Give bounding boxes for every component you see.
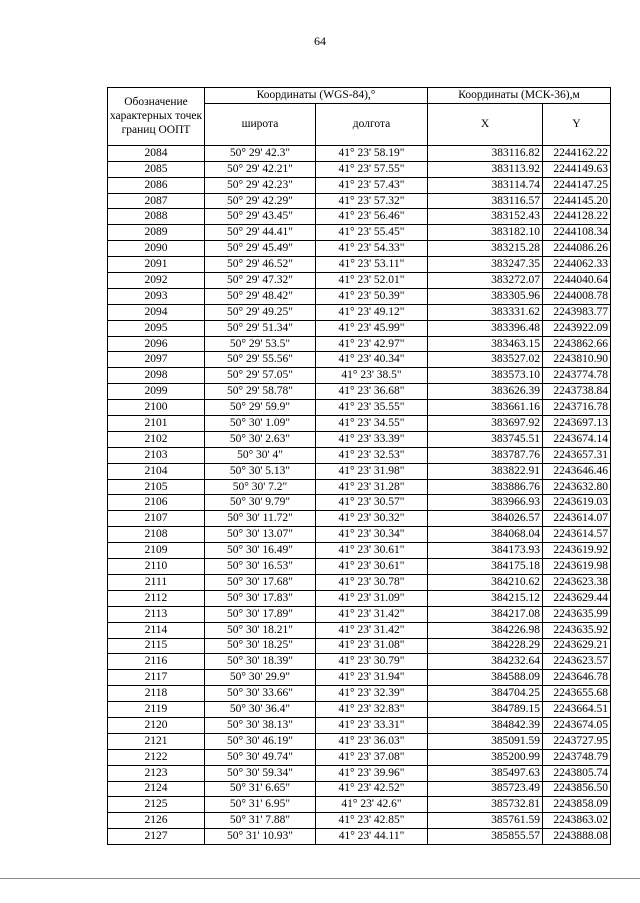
cell-longitude: 41° 23' 30.78" (316, 574, 428, 590)
header-longitude: долгота (316, 103, 428, 145)
cell-y: 2243727.95 (543, 733, 611, 749)
cell-latitude: 50° 30' 2.63" (205, 431, 316, 447)
table-row (108, 670, 611, 686)
cell-x: 384068.04 (428, 527, 543, 543)
cell-longitude: 41° 23' 31.42" (316, 606, 428, 622)
table-row (108, 257, 611, 273)
cell-y: 2243863.02 (543, 813, 611, 829)
cell-y: 2243623.57 (543, 654, 611, 670)
cell-y: 2244145.20 (543, 193, 611, 209)
cell-x: 383116.57 (428, 193, 543, 209)
cell-longitude: 41° 23' 30.57" (316, 495, 428, 511)
table-row (108, 209, 611, 225)
cell-longitude: 41° 23' 30.34" (316, 527, 428, 543)
cell-point-id: 2096 (108, 336, 205, 352)
cell-x: 383331.62 (428, 304, 543, 320)
cell-latitude: 50° 29' 47.32" (205, 273, 316, 289)
cell-x: 385732.81 (428, 797, 543, 813)
table-row (108, 511, 611, 527)
table-row (108, 829, 611, 845)
cell-point-id: 2120 (108, 717, 205, 733)
cell-longitude: 41° 23' 32.39" (316, 686, 428, 702)
cell-point-id: 2127 (108, 829, 205, 845)
table-row (108, 654, 611, 670)
cell-x: 385723.49 (428, 781, 543, 797)
cell-latitude: 50° 30' 5.13" (205, 463, 316, 479)
cell-longitude: 41° 23' 57.32" (316, 193, 428, 209)
header-row-group (108, 88, 611, 104)
cell-x: 384217.08 (428, 606, 543, 622)
cell-x: 384026.57 (428, 511, 543, 527)
table-row (108, 717, 611, 733)
cell-y: 2243629.21 (543, 638, 611, 654)
cell-x: 383247.35 (428, 257, 543, 273)
cell-longitude: 41° 23' 56.46" (316, 209, 428, 225)
cell-latitude: 50° 30' 13.07" (205, 527, 316, 543)
cell-latitude: 50° 31' 6.65" (205, 781, 316, 797)
cell-x: 383886.76 (428, 479, 543, 495)
table-row (108, 241, 611, 257)
header-wgs84: Координаты (WGS-84),° (205, 88, 428, 104)
cell-longitude: 41° 23' 30.61" (316, 559, 428, 575)
cell-longitude: 41° 23' 36.68" (316, 384, 428, 400)
table-row (108, 527, 611, 543)
table-row (108, 177, 611, 193)
cell-x: 383661.16 (428, 400, 543, 416)
cell-x: 383305.96 (428, 288, 543, 304)
header-point-id: Обозначение характерных точек границ ООПТ (108, 88, 205, 146)
cell-point-id: 2119 (108, 702, 205, 718)
cell-x: 384228.29 (428, 638, 543, 654)
cell-latitude: 50° 31' 6.95" (205, 797, 316, 813)
cell-x: 385855.57 (428, 829, 543, 845)
cell-y: 2243664.51 (543, 702, 611, 718)
cell-y: 2243983.77 (543, 304, 611, 320)
cell-longitude: 41° 23' 44.11" (316, 829, 428, 845)
cell-y: 2244062.33 (543, 257, 611, 273)
cell-y: 2243697.13 (543, 416, 611, 432)
cell-longitude: 41° 23' 54.33" (316, 241, 428, 257)
cell-point-id: 2102 (108, 431, 205, 447)
cell-point-id: 2116 (108, 654, 205, 670)
table-row (108, 447, 611, 463)
cell-x: 384588.09 (428, 670, 543, 686)
table-row (108, 463, 611, 479)
cell-point-id: 2110 (108, 559, 205, 575)
cell-longitude: 41° 23' 42.97" (316, 336, 428, 352)
header-y: Y (543, 103, 611, 145)
cell-longitude: 41° 23' 45.99" (316, 320, 428, 336)
cell-point-id: 2122 (108, 749, 205, 765)
cell-longitude: 41° 23' 55.45" (316, 225, 428, 241)
table-row (108, 145, 611, 161)
cell-point-id: 2103 (108, 447, 205, 463)
cell-point-id: 2100 (108, 400, 205, 416)
cell-y: 2243646.46 (543, 463, 611, 479)
cell-x: 383114.74 (428, 177, 543, 193)
cell-x: 384842.39 (428, 717, 543, 733)
cell-x: 383113.92 (428, 161, 543, 177)
cell-y: 2243810.90 (543, 352, 611, 368)
cell-point-id: 2099 (108, 384, 205, 400)
cell-y: 2243856.50 (543, 781, 611, 797)
cell-point-id: 2115 (108, 638, 205, 654)
cell-latitude: 50° 29' 42.21" (205, 161, 316, 177)
cell-x: 383745.51 (428, 431, 543, 447)
cell-point-id: 2088 (108, 209, 205, 225)
cell-y: 2243858.09 (543, 797, 611, 813)
header-msk36: Координаты (МСК-36),м (428, 88, 611, 104)
cell-y: 2244040.64 (543, 273, 611, 289)
cell-point-id: 2090 (108, 241, 205, 257)
cell-y: 2243635.92 (543, 622, 611, 638)
cell-longitude: 41° 23' 31.42" (316, 622, 428, 638)
cell-x: 384226.98 (428, 622, 543, 638)
cell-y: 2243888.08 (543, 829, 611, 845)
cell-latitude: 50° 29' 42.23" (205, 177, 316, 193)
cell-y: 2244128.22 (543, 209, 611, 225)
cell-y: 2244149.63 (543, 161, 611, 177)
cell-x: 383787.76 (428, 447, 543, 463)
table-row (108, 765, 611, 781)
cell-y: 2243646.78 (543, 670, 611, 686)
cell-point-id: 2121 (108, 733, 205, 749)
cell-latitude: 50° 30' 4" (205, 447, 316, 463)
cell-latitude: 50° 31' 10.93" (205, 829, 316, 845)
cell-y: 2243674.14 (543, 431, 611, 447)
cell-point-id: 2125 (108, 797, 205, 813)
cell-x: 383573.10 (428, 368, 543, 384)
cell-y: 2243629.44 (543, 590, 611, 606)
cell-point-id: 2089 (108, 225, 205, 241)
table-body (108, 145, 611, 844)
cell-longitude: 41° 23' 38.5" (316, 368, 428, 384)
cell-point-id: 2097 (108, 352, 205, 368)
table-row (108, 368, 611, 384)
cell-longitude: 41° 23' 57.43" (316, 177, 428, 193)
cell-y: 2244147.25 (543, 177, 611, 193)
cell-point-id: 2108 (108, 527, 205, 543)
table-row (108, 638, 611, 654)
cell-x: 383182.10 (428, 225, 543, 241)
cell-y: 2243614.07 (543, 511, 611, 527)
cell-latitude: 50° 29' 42.3" (205, 145, 316, 161)
cell-x: 384789.15 (428, 702, 543, 718)
table-row (108, 416, 611, 432)
header-x: X (428, 103, 543, 145)
cell-longitude: 41° 23' 50.39" (316, 288, 428, 304)
table-row (108, 273, 611, 289)
cell-y: 2244008.78 (543, 288, 611, 304)
table-row (108, 431, 611, 447)
cell-y: 2243805.74 (543, 765, 611, 781)
cell-point-id: 2092 (108, 273, 205, 289)
cell-longitude: 41° 23' 36.03" (316, 733, 428, 749)
cell-longitude: 41° 23' 31.28" (316, 479, 428, 495)
cell-x: 383116.82 (428, 145, 543, 161)
cell-latitude: 50° 29' 58.78" (205, 384, 316, 400)
cell-longitude: 41° 23' 39.96" (316, 765, 428, 781)
cell-latitude: 50° 29' 43.45" (205, 209, 316, 225)
cell-point-id: 2094 (108, 304, 205, 320)
cell-longitude: 41° 23' 32.53" (316, 447, 428, 463)
table-row (108, 479, 611, 495)
cell-latitude: 50° 30' 16.53" (205, 559, 316, 575)
table-row (108, 813, 611, 829)
cell-latitude: 50° 29' 45.49" (205, 241, 316, 257)
cell-point-id: 2113 (108, 606, 205, 622)
table-row (108, 781, 611, 797)
cell-latitude: 50° 29' 49.25" (205, 304, 316, 320)
cell-x: 384173.93 (428, 543, 543, 559)
cell-latitude: 50° 30' 9.79" (205, 495, 316, 511)
cell-longitude: 41° 23' 31.09" (316, 590, 428, 606)
cell-latitude: 50° 30' 18.21" (205, 622, 316, 638)
cell-x: 385761.59 (428, 813, 543, 829)
cell-longitude: 41° 23' 30.61" (316, 543, 428, 559)
table-row (108, 304, 611, 320)
cell-point-id: 2104 (108, 463, 205, 479)
cell-latitude: 50° 30' 11.72" (205, 511, 316, 527)
cell-y: 2243619.03 (543, 495, 611, 511)
cell-x: 383396.48 (428, 320, 543, 336)
cell-x: 384215.12 (428, 590, 543, 606)
cell-longitude: 41° 23' 40.34" (316, 352, 428, 368)
table-row (108, 797, 611, 813)
cell-point-id: 2111 (108, 574, 205, 590)
cell-x: 385200.99 (428, 749, 543, 765)
cell-y: 2243716.78 (543, 400, 611, 416)
cell-longitude: 41° 23' 30.32" (316, 511, 428, 527)
cell-y: 2243614.57 (543, 527, 611, 543)
cell-longitude: 41° 23' 42.52" (316, 781, 428, 797)
cell-latitude: 50° 29' 59.9" (205, 400, 316, 416)
table-row (108, 161, 611, 177)
cell-latitude: 50° 30' 17.83" (205, 590, 316, 606)
cell-point-id: 2118 (108, 686, 205, 702)
table-row (108, 559, 611, 575)
table-row (108, 495, 611, 511)
cell-x: 384175.18 (428, 559, 543, 575)
cell-latitude: 50° 30' 1.09" (205, 416, 316, 432)
cell-x: 383272.07 (428, 273, 543, 289)
cell-latitude: 50° 30' 18.25" (205, 638, 316, 654)
table-row (108, 352, 611, 368)
cell-point-id: 2126 (108, 813, 205, 829)
cell-y: 2244108.34 (543, 225, 611, 241)
cell-latitude: 50° 29' 44.41" (205, 225, 316, 241)
cell-y: 2243922.09 (543, 320, 611, 336)
cell-x: 383527.02 (428, 352, 543, 368)
cell-point-id: 2106 (108, 495, 205, 511)
cell-y: 2243635.99 (543, 606, 611, 622)
cell-latitude: 50° 29' 46.52" (205, 257, 316, 273)
cell-x: 383215.28 (428, 241, 543, 257)
cell-longitude: 41° 23' 31.94" (316, 670, 428, 686)
cell-latitude: 50° 30' 16.49" (205, 543, 316, 559)
cell-longitude: 41° 23' 35.55" (316, 400, 428, 416)
cell-latitude: 50° 30' 7.2" (205, 479, 316, 495)
cell-y: 2244162.22 (543, 145, 611, 161)
cell-longitude: 41° 23' 58.19" (316, 145, 428, 161)
cell-x: 383626.39 (428, 384, 543, 400)
cell-latitude: 50° 30' 29.9" (205, 670, 316, 686)
cell-longitude: 41° 23' 52.01" (316, 273, 428, 289)
cell-point-id: 2095 (108, 320, 205, 336)
table-row (108, 288, 611, 304)
cell-point-id: 2112 (108, 590, 205, 606)
table-row (108, 225, 611, 241)
cell-point-id: 2085 (108, 161, 205, 177)
cell-y: 2244086.26 (543, 241, 611, 257)
cell-x: 383697.92 (428, 416, 543, 432)
cell-point-id: 2087 (108, 193, 205, 209)
cell-longitude: 41° 23' 33.31" (316, 717, 428, 733)
cell-latitude: 50° 30' 17.68" (205, 574, 316, 590)
cell-latitude: 50° 31' 7.88" (205, 813, 316, 829)
cell-point-id: 2109 (108, 543, 205, 559)
cell-y: 2243619.92 (543, 543, 611, 559)
cell-point-id: 2124 (108, 781, 205, 797)
cell-point-id: 2101 (108, 416, 205, 432)
table-row (108, 193, 611, 209)
cell-point-id: 2123 (108, 765, 205, 781)
cell-y: 2243619.98 (543, 559, 611, 575)
table-row (108, 606, 611, 622)
cell-point-id: 2091 (108, 257, 205, 273)
cell-longitude: 41° 23' 42.6" (316, 797, 428, 813)
cell-latitude: 50° 30' 36.4" (205, 702, 316, 718)
table-row (108, 543, 611, 559)
cell-longitude: 41° 23' 53.11" (316, 257, 428, 273)
cell-y: 2243774.78 (543, 368, 611, 384)
cell-longitude: 41° 23' 37.08" (316, 749, 428, 765)
cell-longitude: 41° 23' 32.83" (316, 702, 428, 718)
cell-x: 385497.63 (428, 765, 543, 781)
cell-x: 384232.64 (428, 654, 543, 670)
footer-divider (0, 878, 640, 879)
table-row (108, 574, 611, 590)
cell-latitude: 50° 30' 17.89" (205, 606, 316, 622)
cell-latitude: 50° 29' 42.29" (205, 193, 316, 209)
cell-y: 2243657.31 (543, 447, 611, 463)
table-row (108, 749, 611, 765)
cell-point-id: 2093 (108, 288, 205, 304)
table-row (108, 686, 611, 702)
cell-point-id: 2114 (108, 622, 205, 638)
cell-x: 384704.25 (428, 686, 543, 702)
table-row (108, 384, 611, 400)
cell-y: 2243623.38 (543, 574, 611, 590)
table-row (108, 400, 611, 416)
table-row (108, 320, 611, 336)
cell-latitude: 50° 30' 18.39" (205, 654, 316, 670)
cell-y: 2243862.66 (543, 336, 611, 352)
cell-latitude: 50° 30' 49.74" (205, 749, 316, 765)
cell-longitude: 41° 23' 30.79" (316, 654, 428, 670)
cell-y: 2243748.79 (543, 749, 611, 765)
table-row (108, 590, 611, 606)
cell-point-id: 2086 (108, 177, 205, 193)
cell-latitude: 50° 29' 55.56" (205, 352, 316, 368)
cell-longitude: 41° 23' 57.55" (316, 161, 428, 177)
cell-latitude: 50° 29' 53.5" (205, 336, 316, 352)
cell-y: 2243738.84 (543, 384, 611, 400)
cell-point-id: 2117 (108, 670, 205, 686)
cell-latitude: 50° 29' 48.42" (205, 288, 316, 304)
cell-point-id: 2105 (108, 479, 205, 495)
cell-x: 383463.15 (428, 336, 543, 352)
cell-point-id: 2084 (108, 145, 205, 161)
page-number: 64 (314, 34, 326, 48)
table-row (108, 622, 611, 638)
cell-latitude: 50° 30' 33.66" (205, 686, 316, 702)
cell-latitude: 50° 30' 38.13" (205, 717, 316, 733)
cell-x: 385091.59 (428, 733, 543, 749)
cell-longitude: 41° 23' 34.55" (316, 416, 428, 432)
cell-point-id: 2098 (108, 368, 205, 384)
cell-y: 2243655.68 (543, 686, 611, 702)
header-latitude: широта (205, 103, 316, 145)
cell-y: 2243674.05 (543, 717, 611, 733)
cell-y: 2243632.80 (543, 479, 611, 495)
table-row (108, 702, 611, 718)
cell-longitude: 41° 23' 31.08" (316, 638, 428, 654)
cell-longitude: 41° 23' 49.12" (316, 304, 428, 320)
cell-point-id: 2107 (108, 511, 205, 527)
cell-x: 384210.62 (428, 574, 543, 590)
cell-latitude: 50° 30' 59.34" (205, 765, 316, 781)
cell-longitude: 41° 23' 42.85" (316, 813, 428, 829)
cell-latitude: 50° 29' 57.05" (205, 368, 316, 384)
cell-longitude: 41° 23' 31.98" (316, 463, 428, 479)
cell-x: 383152.43 (428, 209, 543, 225)
table-row (108, 733, 611, 749)
cell-latitude: 50° 30' 46.19" (205, 733, 316, 749)
coordinates-table (107, 87, 611, 845)
cell-x: 383966.93 (428, 495, 543, 511)
cell-x: 383822.91 (428, 463, 543, 479)
table-row (108, 336, 611, 352)
cell-latitude: 50° 29' 51.34" (205, 320, 316, 336)
cell-longitude: 41° 23' 33.39" (316, 431, 428, 447)
